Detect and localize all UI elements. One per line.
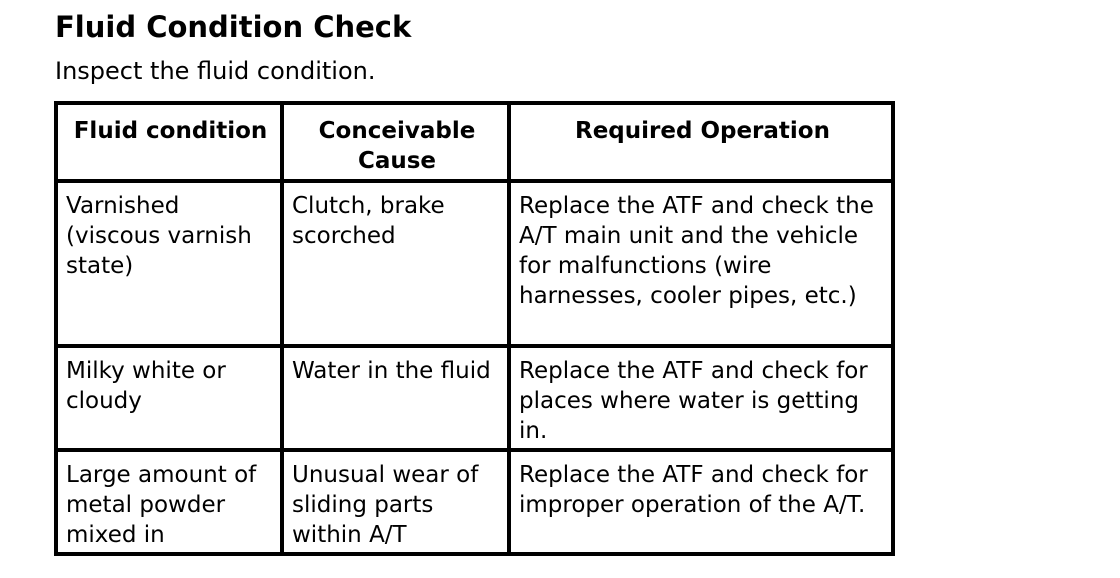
cell-conceivable-cause: Water in the fluid: [282, 346, 509, 450]
instruction-text: Inspect the fluid condition.: [55, 57, 376, 85]
cell-fluid-condition: Large amount of metal powder mixed in: [56, 450, 282, 554]
cell-fluid-condition: Milky white or cloudy: [56, 346, 282, 450]
cell-conceivable-cause: Unusual wear of sliding parts within A/T: [282, 450, 509, 554]
table-header-row: [56, 103, 893, 181]
cell-required-operation: Replace the ATF and check for improper operation of the A/T.: [509, 450, 893, 554]
cell-required-operation: Replace the ATF and check for places where water is getting in.: [509, 346, 893, 450]
table-row: [56, 181, 893, 346]
header-required-operation: Required Operation: [509, 103, 893, 181]
table-row: [56, 450, 893, 554]
cell-fluid-condition: Varnished (viscous varnish state): [56, 181, 282, 346]
page-title: Fluid Condition Check: [55, 10, 412, 44]
header-conceivable-cause: Conceivable Cause: [282, 103, 509, 181]
header-fluid-condition: Fluid condition: [56, 103, 282, 181]
cell-conceivable-cause: Clutch, brake scorched: [282, 181, 509, 346]
cell-required-operation: Replace the ATF and check the A/T main unit and the vehicle for malfunctions (wire harnesses, cooler pipes, etc.): [509, 181, 893, 346]
table-row: [56, 346, 893, 450]
fluid-condition-table: [54, 101, 895, 556]
